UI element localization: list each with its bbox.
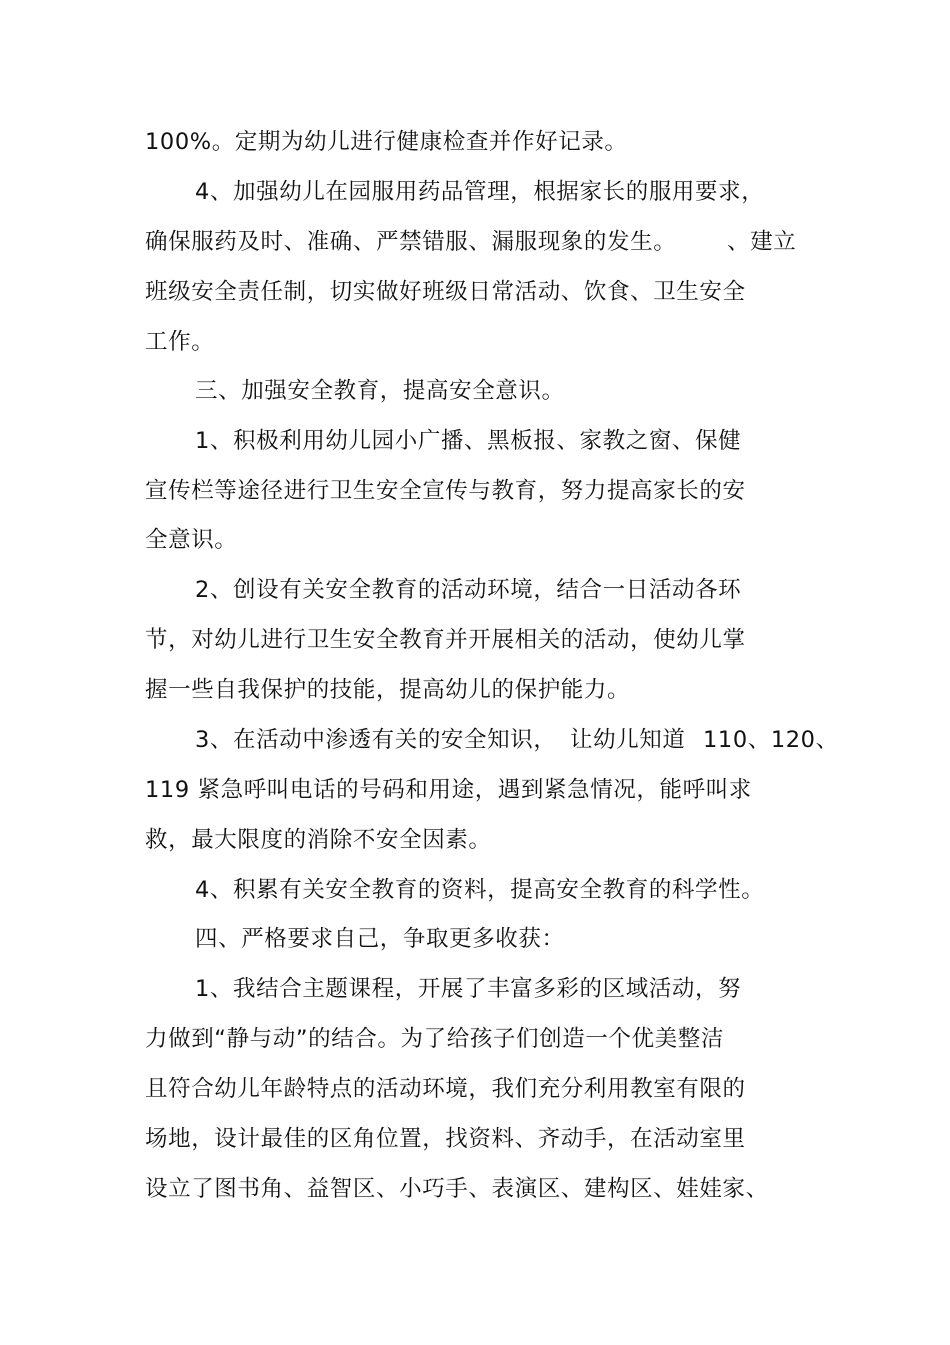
text-line: 宣传栏等途径进行卫生安全宣传与教育，努力提高家长的安: [145, 478, 746, 504]
text-segment: 让幼儿知道: [570, 727, 686, 753]
text-line: 救，最大限度的消除不安全因素。: [145, 827, 492, 853]
text-line: 握一些自我保护的技能，提高幼儿的保护能力。: [145, 677, 631, 703]
text-line: 1、我结合主题课程，开展了丰富多彩的区域活动，努: [195, 976, 742, 1002]
text-line: 1、积极利用幼儿园小广播、黑板报、家教之窗、保健: [195, 428, 742, 454]
text-line: 节，对幼儿进行卫生安全教育并开展相关的活动，使幼儿掌: [145, 627, 746, 653]
text-line: 全意识。: [145, 527, 238, 553]
text-line: 力做到“静与动”的结合。为了给孩子们创造一个优美整洁: [145, 1026, 724, 1052]
text-line: 119 紧急呼叫电话的号码和用途，遇到紧急情况，能呼叫求: [145, 777, 752, 803]
section-heading: 三、加强安全教育，提高安全意识。: [195, 378, 565, 404]
section-heading: 四、严格要求自己，争取更多收获：: [195, 926, 565, 952]
text-line: 2、创设有关安全教育的活动环境，结合一日活动各环: [195, 577, 742, 603]
text-segment: 110、120、: [703, 727, 839, 753]
text-line: 4、加强幼儿在园服用药品管理，根据家长的服用要求，: [195, 179, 765, 205]
text-segment: 确保服药及时、准确、严禁错服、漏服现象的发生。: [145, 229, 677, 255]
text-line: 设立了图书角、益智区、小巧手、表演区、建构区、娃娃家、: [145, 1176, 769, 1202]
text-line: 且符合幼儿年龄特点的活动环境，我们充分利用教室有限的: [145, 1076, 746, 1102]
text-line: 100%。定期为幼儿进行健康检查并作好记录。: [145, 129, 628, 155]
text-line: 4、积累有关安全教育的资料，提高安全教育的科学性。: [195, 877, 765, 903]
text-line: 场地，设计最佳的区角位置，找资料、齐动手，在活动室里: [145, 1126, 746, 1152]
text-segment: 、建立: [727, 229, 797, 255]
text-segment: 3、在活动中渗透有关的安全知识，: [195, 727, 557, 753]
text-line: 班级安全责任制，切实做好班级日常活动、饮食、卫生安全: [145, 279, 746, 305]
text-line: 工作。: [145, 329, 215, 355]
